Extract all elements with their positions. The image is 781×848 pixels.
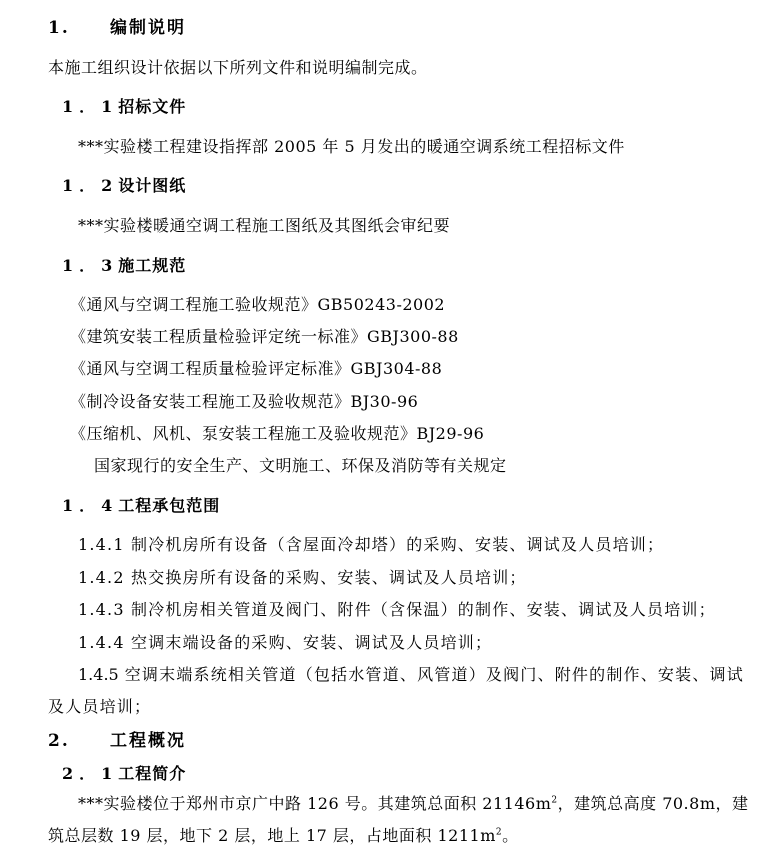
superscript-2: 2	[551, 795, 558, 806]
scope-item-5-line-1	[78, 665, 752, 685]
subsection-1-2-number: 1．2	[62, 176, 119, 195]
subsection-1-1-title: 招标文件	[118, 97, 187, 116]
section-2-number: 2.	[48, 731, 70, 751]
section-2-title: 工程概况	[110, 731, 186, 751]
project-intro-line-1-a: ***实验楼位于郑州市京广中路 126 号。其建筑总面积 21146m	[78, 794, 552, 813]
section-1-title: 编制说明	[110, 18, 186, 38]
scope-item: 1.4.3 制冷机房相关管道及阀门、附件（含保温）的制作、安装、调试及人员培训；	[78, 600, 716, 619]
subsection-1-1-number: 1．1	[62, 97, 119, 116]
section-2-heading	[48, 731, 186, 751]
subsection-1-1-text: ***实验楼工程建设指挥部 2005 年 5 月发出的暖通空调系统工程招标文件	[78, 137, 625, 156]
subsection-1-3-number: 1．3	[62, 256, 119, 275]
scope-item-5-text: 空调末端系统相关管道（包括水管道、风管道）及阀门、附件的制作、安装、调试	[124, 665, 744, 684]
subsection-1-4-title: 工程承包范围	[118, 496, 221, 515]
scope-item-5-line-2: 及人员培训；	[48, 697, 152, 716]
subsection-1-3-heading	[62, 256, 186, 276]
scope-item: 1.4.4 空调末端设备的采购、安装、调试及人员培训；	[78, 633, 493, 652]
standard-item: 《建筑安装工程质量检验评定统一标准》GBJ300-88	[70, 327, 459, 346]
subsection-1-4-number: 1．4	[62, 496, 119, 515]
project-intro-line-2	[48, 826, 519, 846]
scope-item-5-number: 1.4.5	[78, 665, 119, 684]
subsection-2-1-title: 工程简介	[118, 764, 187, 783]
section-1-number: 1.	[48, 18, 70, 38]
scope-item: 1.4.1 制冷机房所有设备（含屋面冷却塔）的采购、安装、调试及人员培训；	[78, 535, 665, 554]
subsection-1-2-title: 设计图纸	[118, 176, 187, 195]
standard-item: 《通风与空调工程施工验收规范》GB50243-2002	[70, 295, 446, 314]
scope-item: 1.4.2 热交换房所有设备的采购、安装、调试及人员培训；	[78, 568, 527, 587]
superscript-2: 2	[495, 827, 503, 838]
project-intro-line-1-b: ，建筑总高度 70.8m，建	[557, 794, 749, 813]
subsection-1-2-heading	[62, 176, 186, 196]
subsection-1-2-text: ***实验楼暖通空调工程施工图纸及其图纸会审纪要	[78, 216, 451, 235]
section-1-intro: 本施工组织设计依据以下所列文件和说明编制完成。	[48, 58, 428, 77]
standard-item: 《压缩机、风机、泵安装工程施工及验收规范》BJ29-96	[70, 424, 485, 443]
project-intro-line-2-a: 筑总层数 19 层，地下 2 层，地上 17 层，占地面积 1211m	[48, 826, 496, 845]
subsection-1-4-heading	[62, 496, 220, 516]
project-intro-line-1	[78, 794, 749, 814]
section-1-heading	[48, 18, 186, 38]
standard-note: 国家现行的安全生产、文明施工、环保及消防等有关规定	[94, 456, 507, 475]
subsection-2-1-heading	[62, 764, 186, 784]
subsection-1-3-title: 施工规范	[118, 256, 187, 275]
standard-item: 《通风与空调工程质量检验评定标准》GBJ304-88	[70, 359, 443, 378]
standard-item: 《制冷设备安装工程施工及验收规范》BJ30-96	[70, 392, 419, 411]
project-intro-line-2-b: 。	[502, 826, 519, 845]
subsection-2-1-number: 2．1	[62, 764, 119, 783]
subsection-1-1-heading	[62, 97, 186, 117]
